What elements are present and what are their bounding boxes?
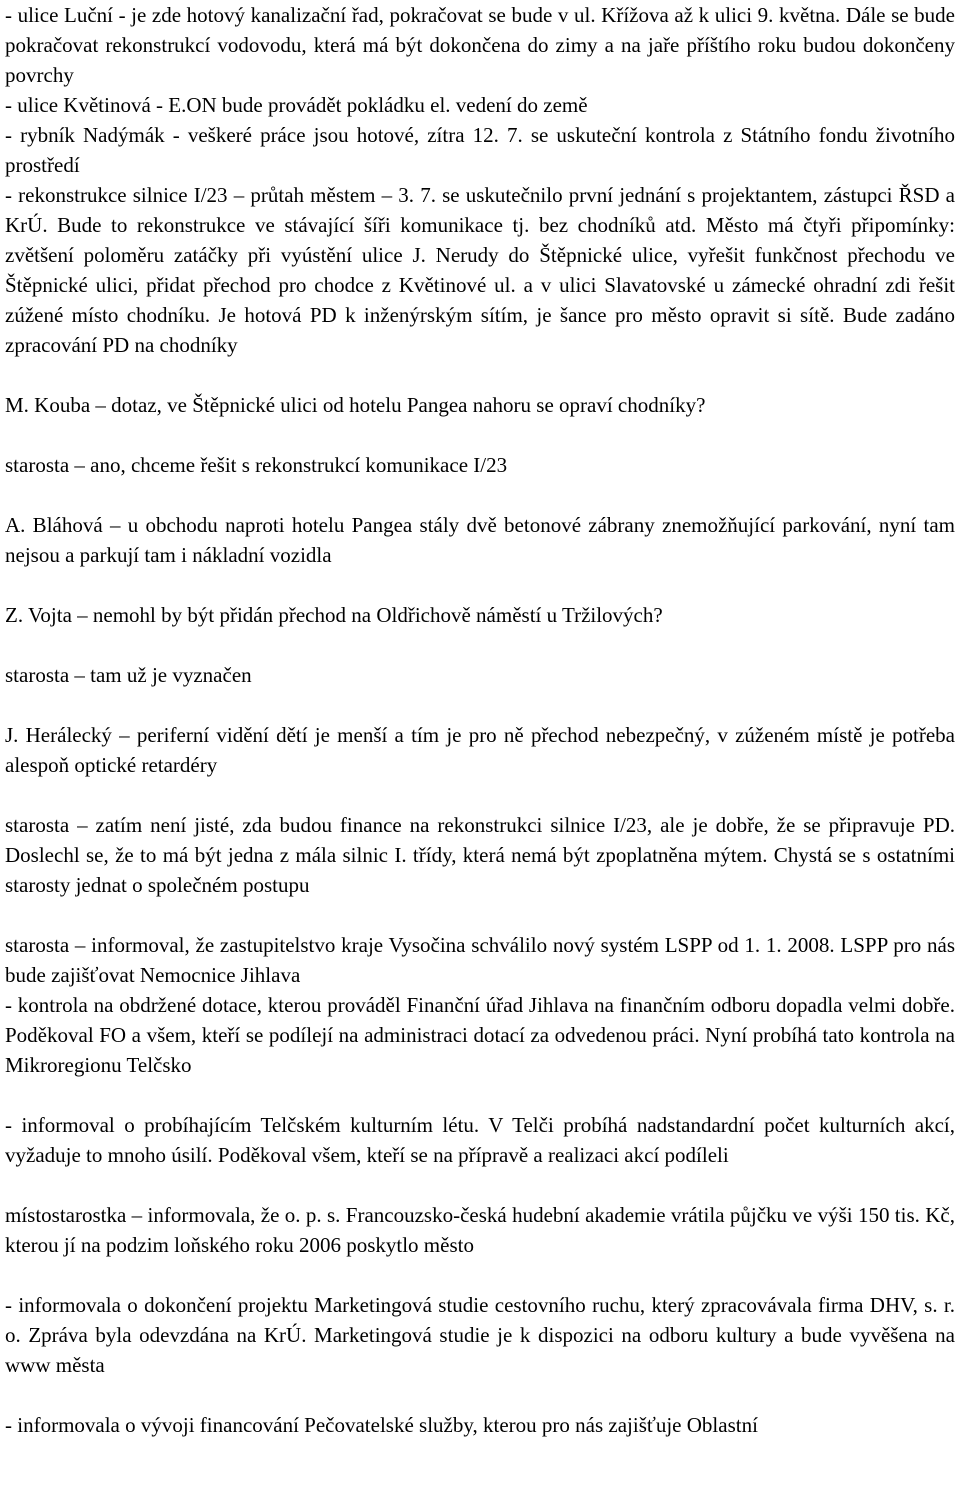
paragraph-kulturni-leto: - informoval o probíhajícím Telčském kulturním létu. V Telči probíhá nadstandardní počet kulturních akcí, vyžaduje to mnoho úsilí. Poděkoval všem, kteří se na přípravě a realizaci akcí podíleli	[5, 1113, 955, 1167]
paragraph-kouba-dotaz: M. Kouba – dotaz, ve Štěpnické ulici od hotelu Pangea nahoru se opraví chodníky?	[5, 393, 706, 417]
paragraph-mistostarostka: místostarostka – informovala, že o. p. s. Francouzsko-česká hudební akademie vrátila půjčku ve výši 150 tis. Kč, kterou jí na podzim loňského roku 2006 poskytlo město	[5, 1203, 955, 1257]
paragraph-starosta-odpoved-1: starosta – ano, chceme řešit s rekonstrukcí komunikace I/23	[5, 453, 508, 477]
document-page	[5, 0, 955, 1440]
paragraph-heralecky: J. Herálecký – periferní vidění dětí je menší a tím je pro ně přechod nebezpečný, v zúženém místě je potřeba alespoň optické retardéry	[5, 723, 955, 777]
paragraph-rekonstrukce-silnice: - rekonstrukce silnice I/23 – průtah městem – 3. 7. se uskutečnilo první jednání s projektantem, zástupci ŘSD a KrÚ. Bude to rekonstrukce ve stávající šíři komunikace tj. bez chodníků atd. Město má čtyři připomínky: zvětšení poloměru zatáčky při vyústění ulice J. Nerudy do Štěpnické ulice, vyřešit funkčnost přechodu ve Štěpnické ulici, přidat přechod pro chodce z Květinové ul. a v ulici Slavatovské u zámecké ohradní zdi řešit zúžené místo chodníku. Je hotová PD k inženýrským sítím, je šance pro město opravit si sítě. Bude zadáno zpracování PD na chodníky	[5, 183, 955, 357]
paragraph-ulice-kvetinova: - ulice Květinová - E.ON bude provádět pokládku el. vedení do země	[5, 93, 588, 117]
paragraph-ulice-lucni: - ulice Luční - je zde hotový kanalizační řad, pokračovat se bude v ul. Křížova až k ulici 9. května. Dále se bude pokračovat rekonstrukcí vodovodu, která má být dokončena do zimy a na jaře příštího roku budou dokončeny povrchy	[5, 3, 955, 87]
paragraph-pecovatelska-sluzba: - informovala o vývoji financování Pečovatelské služby, kterou pro nás zajišťuje Oblastní	[5, 1413, 758, 1437]
paragraph-starosta-odpoved-2: starosta – tam už je vyznačen	[5, 663, 252, 687]
paragraph-kontrola-dotace: - kontrola na obdržené dotace, kterou prováděl Finanční úřad Jihlava na finančním odboru dopadla velmi dobře. Poděkoval FO a všem, kteří se podílejí na administraci dotací za odvedenou práci. Nyní probíhá tato kontrola na Mikroregionu Telčsko	[5, 993, 955, 1077]
paragraph-marketingova-studie: - informovala o dokončení projektu Marketingová studie cestovního ruchu, který zpracovávala firma DHV, s. r. o. Zpráva byla odevzdána na KrÚ. Marketingová studie je k dispozici na odboru kultury a bude vyvěšena na www města	[5, 1293, 955, 1377]
paragraph-vojta: Z. Vojta – nemohl by být přidán přechod na Oldřichově náměstí u Tržilových?	[5, 603, 663, 627]
paragraph-starosta-odpoved-3: starosta – zatím není jisté, zda budou finance na rekonstrukci silnice I/23, ale je dobře, že se připravuje PD. Doslechl se, že to má být jedna z mála silnic I. třídy, která nemá být zpoplatněna mýtem. Chystá se s ostatními starosty jednat o společném postupu	[5, 813, 955, 897]
paragraph-rybnik-nadymak: - rybník Nadýmák - veškeré práce jsou hotové, zítra 12. 7. se uskuteční kontrola z Státního fondu životního prostředí	[5, 123, 955, 177]
paragraph-starosta-lspp: starosta – informoval, že zastupitelstvo kraje Vysočina schválilo nový systém LSPP od 1. 1. 2008. LSPP pro nás bude zajišťovat Nemocnice Jihlava	[5, 933, 955, 987]
paragraph-blahova: A. Bláhová – u obchodu naproti hotelu Pangea stály dvě betonové zábrany znemožňující parkování, nyní tam nejsou a parkují tam i nákladní vozidla	[5, 513, 955, 567]
